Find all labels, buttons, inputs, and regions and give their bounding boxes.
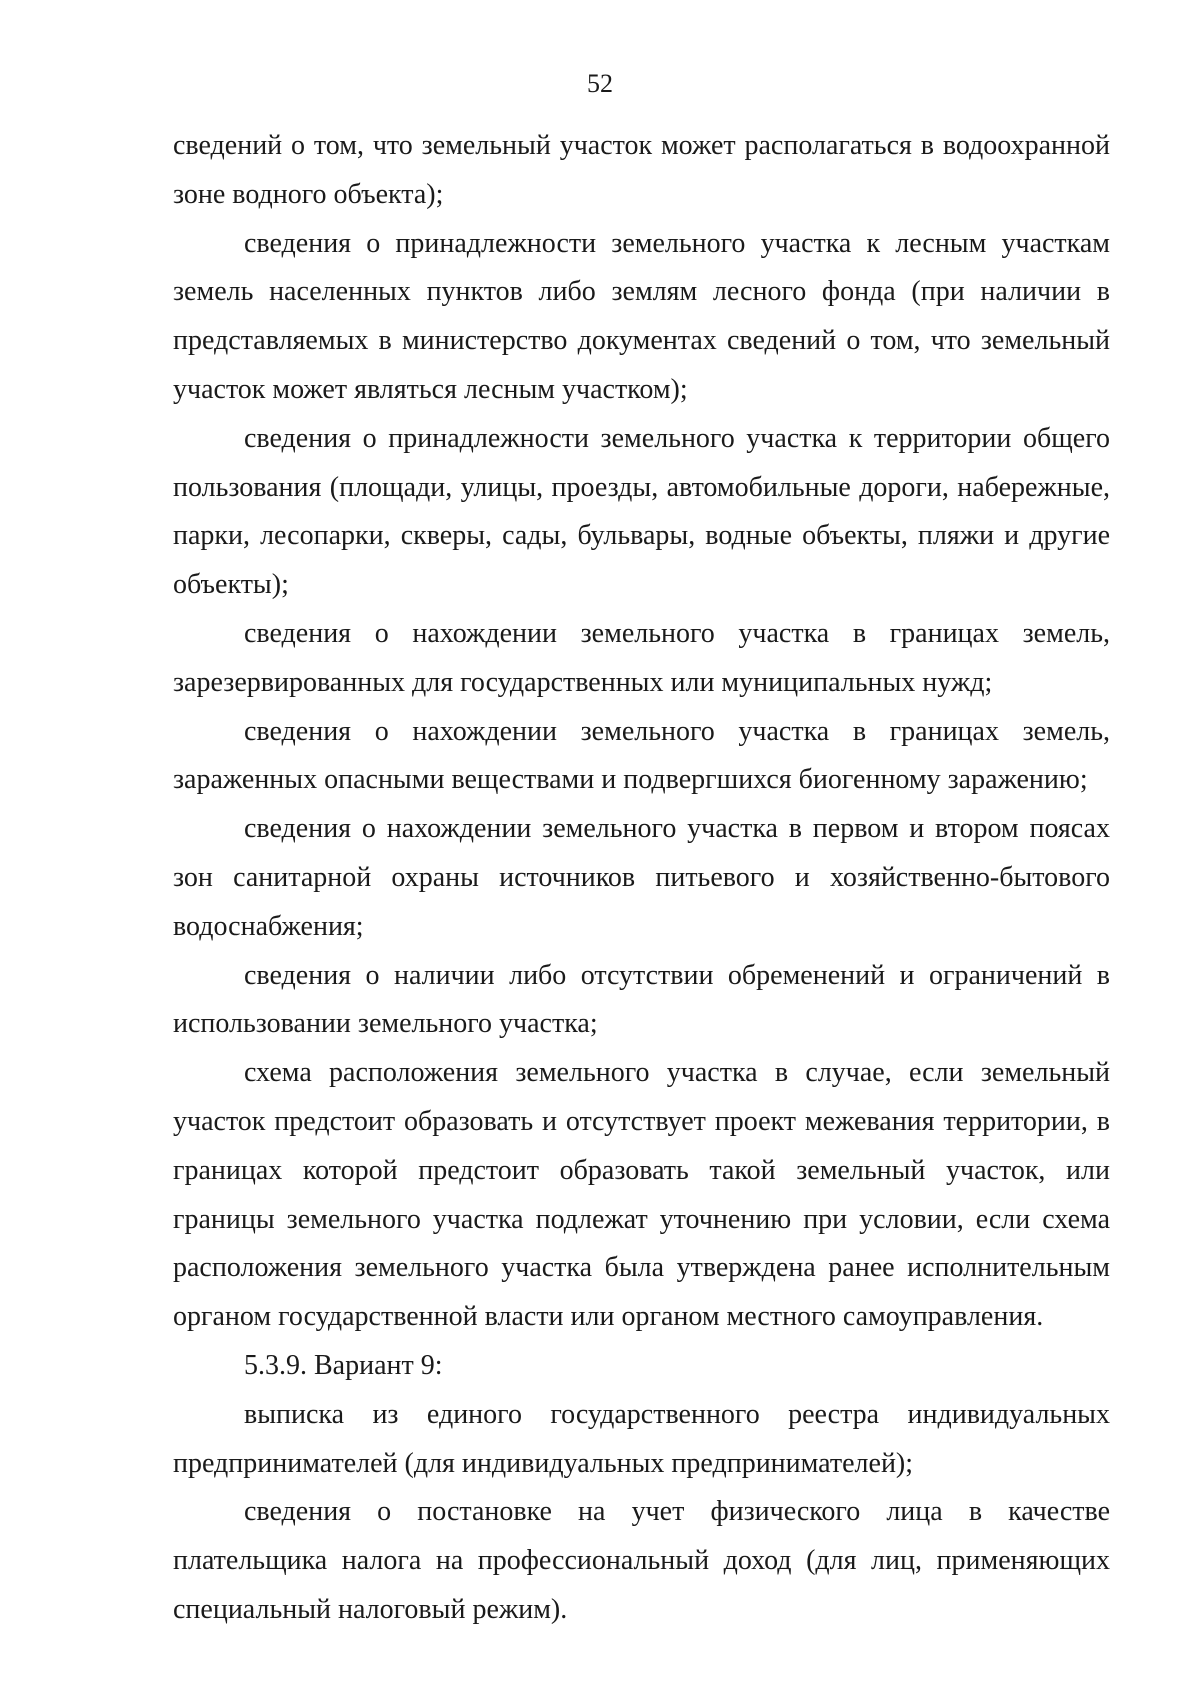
paragraph-reserved-land: сведения о нахождении земельного участка в границах земель, зарезервированных для государственных или муниципальных нужд; — [173, 617, 1110, 698]
paragraph-tax-registration: сведения о постановке на учет физического лица в качестве плательщика налога на профессиональный доход (для лиц, применяющих специальный налоговый режим). — [173, 1496, 1110, 1625]
page-number: 52 — [587, 69, 613, 98]
paragraph-contaminated-land: сведения о нахождении земельного участка в границах земель, зараженных опасными веществами и подвергшихся биогенному заражению; — [173, 715, 1110, 796]
document-body — [173, 122, 1110, 1635]
paragraph-encumbrances: сведения о наличии либо отсутствии обременений и ограничений в использовании земельного участка; — [173, 959, 1110, 1040]
paragraph-sanitary-zones: сведения о нахождении земельного участка в первом и втором поясах зон санитарной охраны источников питьевого и хозяйственно-бытового водоснабжения; — [173, 813, 1110, 942]
paragraph-entrepreneur-extract: выписка из единого государственного реестра индивидуальных предпринимателей (для индивидуальных предпринимателей); — [173, 1398, 1110, 1479]
paragraph-forest-land: сведения о принадлежности земельного участка к лесным участкам земель населенных пунктов либо землям лесного фонда (при наличии в представляемых в министерство документах сведений о том, что земельный участок может являться лесным участком); — [173, 227, 1110, 405]
section-heading-variant-9: 5.3.9. Вариант 9: — [244, 1349, 443, 1381]
paragraph-continuation: сведений о том, что земельный участок может располагаться в водоохранной зоне водного объекта); — [173, 130, 1110, 210]
paragraph-layout-scheme: схема расположения земельного участка в случае, если земельный участок предстоит образовать и отсутствует проект межевания территории, в границах которой предстоит образовать такой земельный участок, или границы земельного участка подлежат уточнению при условии, если схема расположения земельного участка была утверждена ранее исполнительным органом государственной власти или органом местного самоуправления. — [173, 1057, 1110, 1333]
paragraph-public-territory: сведения о принадлежности земельного участка к территории общего пользования (площади, улицы, проезды, автомобильные дороги, набережные, парки, лесопарки, скверы, сады, бульвары, водные объекты, пляжи и другие объекты); — [173, 422, 1110, 601]
